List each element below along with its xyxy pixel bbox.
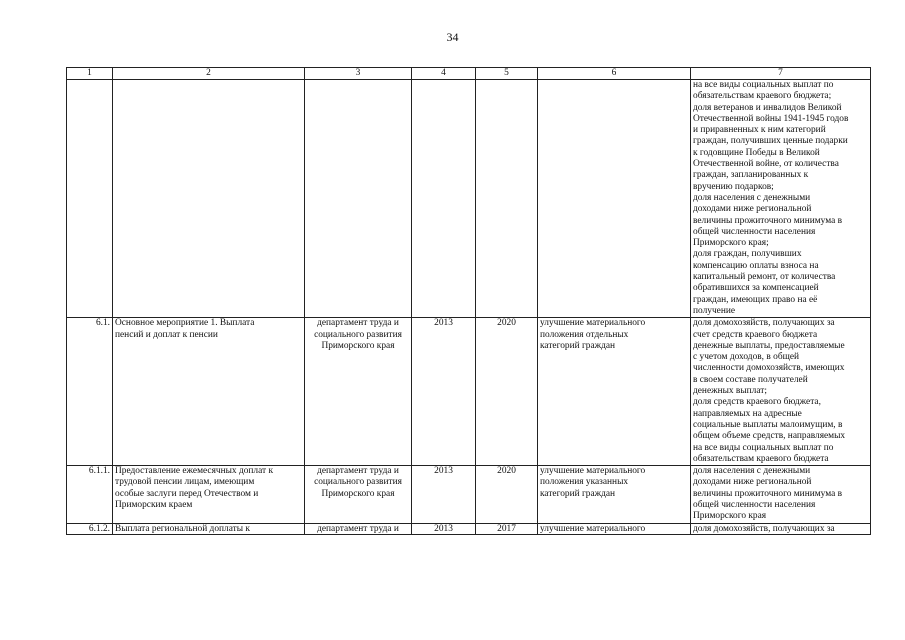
- executor-cell: [305, 80, 412, 318]
- cell-line: в своем составе получателей: [693, 374, 808, 385]
- end-year-cell: [476, 80, 538, 318]
- column-header: 6: [538, 68, 691, 80]
- event-name-cell: [113, 466, 305, 523]
- column-header: 3: [305, 68, 412, 80]
- expected-result-cell: [538, 318, 691, 466]
- cell-line: Отечественной войне, от количества: [693, 159, 839, 170]
- executor-cell: [305, 523, 412, 534]
- end-year-cell: 2017: [476, 523, 538, 534]
- cell-line: Отечественной войны 1941-1945 годов: [693, 113, 849, 124]
- executor-cell: [305, 318, 412, 466]
- cell-line: департамент труда и: [317, 523, 399, 534]
- cell-line: социальные выплаты малоимущим, в: [693, 419, 843, 430]
- end-year-cell: 2020: [476, 466, 538, 523]
- cell-line: на все виды социальных выплат по: [693, 80, 834, 90]
- cell-line: социального развития: [314, 477, 402, 488]
- cell-line: доля домохозяйств, получающих за: [693, 318, 835, 329]
- cell-line: Основное мероприятие 1. Выплата: [115, 318, 255, 329]
- cell-line: капитальный ремонт, от количества: [693, 272, 836, 283]
- column-header: 7: [691, 68, 871, 80]
- cell-line: счет средств краевого бюджета: [693, 329, 818, 340]
- start-year-cell: 2013: [412, 466, 476, 523]
- cell-line: граждан, получивших ценные подарки: [693, 136, 848, 147]
- cell-line: департамент труда и: [317, 318, 399, 329]
- cell-line: компенсацию оплаты взноса на: [693, 260, 819, 271]
- start-year-cell: [412, 80, 476, 318]
- item-number-cell: 6.1.2.: [67, 523, 113, 534]
- cell-line: к годовщине Победы в Великой: [693, 147, 820, 158]
- cell-line: денежных выплат;: [693, 386, 767, 397]
- item-number-cell: [67, 80, 113, 318]
- cell-line: величины прожиточного минимума в: [693, 215, 843, 226]
- table-row: [67, 466, 871, 523]
- indicators-cell: [691, 80, 871, 318]
- cell-line: доходами ниже региональной: [693, 477, 812, 488]
- column-header: 5: [476, 68, 538, 80]
- table-row: [67, 80, 871, 318]
- cell-line: Приморского края;: [693, 238, 769, 249]
- cell-line: Приморским краем: [115, 499, 193, 510]
- expected-result-cell: [538, 466, 691, 523]
- cell-line: граждан, имеющих право на её: [693, 294, 818, 305]
- column-header: 1: [67, 68, 113, 80]
- cell-line: общей численности населения: [693, 499, 816, 510]
- cell-line: улучшение материального: [540, 466, 646, 477]
- cell-line: департамент труда и: [317, 466, 399, 477]
- cell-line: Приморского края: [321, 488, 395, 499]
- item-number-cell: 6.1.1.: [67, 466, 113, 523]
- cell-line: величины прожиточного минимума в: [693, 488, 843, 499]
- cell-line: обязательствам краевого бюджета: [693, 453, 829, 464]
- cell-line: обратившихся за компенсацией: [693, 283, 819, 294]
- start-year-cell: 2013: [412, 318, 476, 466]
- executor-cell: [305, 466, 412, 523]
- cell-line: социального развития: [314, 329, 402, 340]
- indicators-cell: [691, 523, 871, 534]
- cell-line: доля граждан, получивших: [693, 249, 802, 260]
- page-number: 34: [446, 30, 459, 44]
- cell-line: категорий граждан: [540, 340, 616, 351]
- cell-line: Предоставление ежемесячных доплат к: [115, 466, 274, 477]
- cell-line: денежные выплаты, предоставляемые: [693, 340, 845, 351]
- cell-line: трудовой пенсии лицам, имеющим: [115, 477, 255, 488]
- end-year-cell: 2020: [476, 318, 538, 466]
- cell-line: доля домохозяйств, получающих за: [693, 523, 835, 534]
- cell-line: доля средств краевого бюджета,: [693, 397, 821, 408]
- cell-line: направляемых на адресные: [693, 408, 802, 419]
- cell-line: на все виды социальных выплат по: [693, 442, 834, 453]
- cell-line: улучшение материального: [540, 318, 646, 329]
- cell-line: общем объеме средств, направляемых: [693, 431, 846, 442]
- event-name-cell: [113, 318, 305, 466]
- item-number-cell: 6.1.: [67, 318, 113, 466]
- header-row: [67, 68, 871, 80]
- cell-line: общей численности населения: [693, 226, 816, 237]
- expected-result-cell: [538, 80, 691, 318]
- start-year-cell: 2013: [412, 523, 476, 534]
- cell-line: с учетом доходов, в общей: [693, 352, 799, 363]
- column-header: 2: [113, 68, 305, 80]
- cell-line: вручению подарков;: [693, 181, 774, 192]
- cell-line: получение: [693, 305, 736, 316]
- table-row: [67, 523, 871, 534]
- cell-line: обязательствам краевого бюджета;: [693, 91, 832, 102]
- table-row: [67, 318, 871, 466]
- cell-line: доля ветеранов и инвалидов Великой: [693, 102, 842, 113]
- expected-result-cell: [538, 523, 691, 534]
- program-table: [66, 67, 871, 535]
- cell-line: положения указанных: [540, 477, 629, 488]
- indicators-cell: [691, 466, 871, 523]
- cell-line: численности домохозяйств, имеющих: [693, 363, 845, 374]
- event-name-cell: [113, 523, 305, 534]
- cell-line: граждан, запланированных к: [693, 170, 809, 181]
- cell-line: Выплата региональной доплаты к: [115, 523, 250, 534]
- event-name-cell: [113, 80, 305, 318]
- cell-line: и приравненных к ним категорий: [693, 125, 826, 136]
- cell-line: положения отдельных: [540, 329, 629, 340]
- cell-line: пенсий и доплат к пенсии: [115, 329, 218, 340]
- indicators-cell: [691, 318, 871, 466]
- cell-line: доля населения с денежными: [693, 466, 811, 477]
- cell-line: Приморского края: [693, 511, 767, 522]
- cell-line: особые заслуги перед Отечеством и: [115, 488, 259, 499]
- cell-line: улучшение материального: [540, 523, 646, 534]
- cell-line: Приморского края: [321, 340, 395, 351]
- column-header: 4: [412, 68, 476, 80]
- cell-line: доходами ниже региональной: [693, 204, 812, 215]
- cell-line: доля населения с денежными: [693, 192, 811, 203]
- cell-line: категорий граждан: [540, 488, 616, 499]
